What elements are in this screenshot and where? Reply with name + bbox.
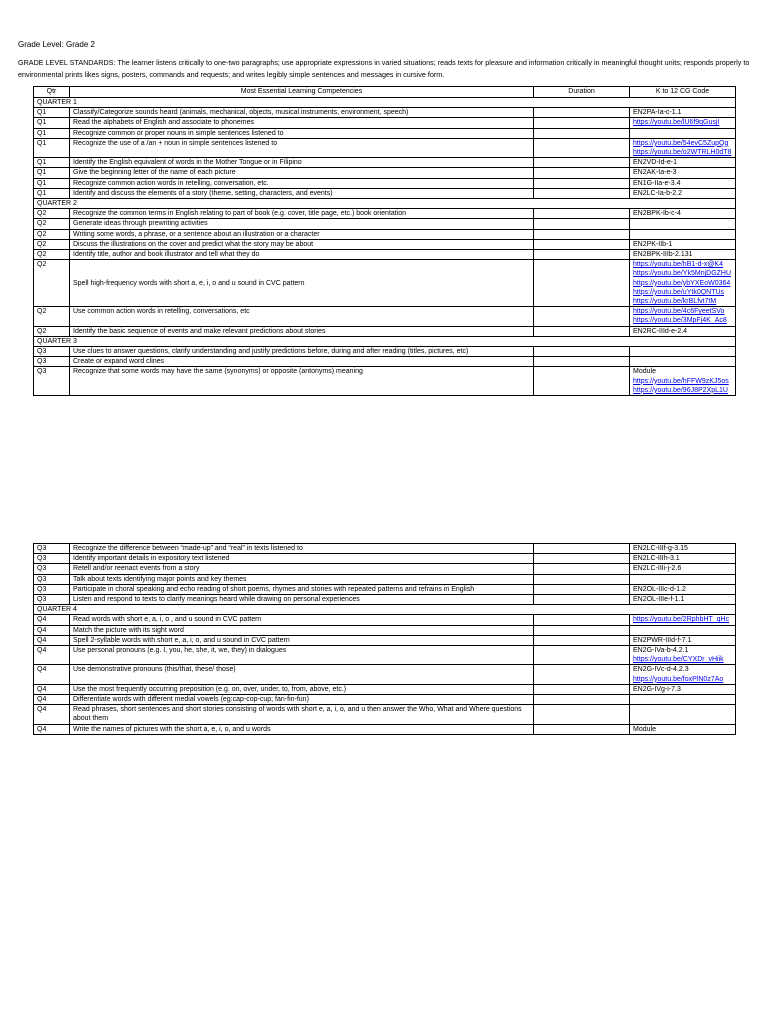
cg-code: EN2LC-Ia-b-2.2 [633, 189, 683, 197]
duration-cell [534, 367, 630, 396]
code-cell [630, 307, 736, 326]
quarter-cell: Q3 [34, 564, 70, 574]
competency-cell: Read phrases, short sentences and short stories consisting of words with short e, a, i, o, and u then answer the Who, What and Where questions about them [70, 705, 534, 724]
code-cell [630, 168, 736, 178]
duration-cell [534, 357, 630, 367]
duration-cell [534, 239, 630, 249]
duration-cell [534, 209, 630, 219]
table-row [34, 307, 736, 326]
duration-cell [534, 635, 630, 645]
quarter-cell: Q1 [34, 138, 70, 157]
table-row [34, 326, 736, 336]
competency-cell: Participate in choral speaking and echo reading of short poems, rhymes and stories with repeated patterns and refrains in English [70, 584, 534, 594]
code-cell [630, 178, 736, 188]
cg-code: EN2G-IVa-b-4.2.1 [633, 647, 689, 655]
video-link[interactable]: https://youtu.be/lU6f9qGusjI [633, 119, 720, 127]
duration-cell [534, 168, 630, 178]
quarter-cell: Q3 [34, 347, 70, 357]
quarter-cell: Q1 [34, 168, 70, 178]
duration-cell [534, 724, 630, 734]
table-row [34, 705, 736, 724]
code-cell [630, 625, 736, 635]
quarter-cell: Q3 [34, 544, 70, 554]
video-link[interactable]: https://youtu.be/3MpFj4K_Ac8 [633, 317, 727, 325]
competency-cell: Use the most frequently occurring preposition (e.g. on, over, under, to, from, above, etc.) [70, 684, 534, 694]
quarter-cell: Q2 [34, 326, 70, 336]
duration-cell [534, 615, 630, 625]
code-cell [630, 250, 736, 260]
competency-cell: Spell 2-syllable words with short e, a, i, o, and u sound in CVC pattern [70, 635, 534, 645]
competency-table-2 [33, 543, 736, 735]
cg-code: EN2BPK-IIIb-2.131 [633, 251, 693, 259]
quarter-cell: Q2 [34, 209, 70, 219]
competency-cell: Classify/Categorize sounds heard (animals, mechanical, objects, musical instruments, environment, speech) [70, 108, 534, 118]
video-link[interactable]: https://youtu.be/Yk5MnjDGZHU [633, 270, 732, 278]
code-cell [630, 128, 736, 138]
cg-code: EN2PK-IIb-1 [633, 240, 673, 248]
code-cell [630, 615, 736, 625]
duration-cell [534, 219, 630, 229]
quarter-section-row [34, 199, 736, 209]
col-competencies: Most Essential Learning Competencies [70, 87, 534, 98]
duration-cell [534, 260, 630, 307]
competency-cell: Retell and/or reenact events from a story [70, 564, 534, 574]
video-link[interactable]: https://youtu.be/hFFW9zKJ5os [633, 377, 729, 385]
duration-cell [534, 158, 630, 168]
quarter-cell: Q2 [34, 260, 70, 307]
quarter-cell: Q4 [34, 724, 70, 734]
table-row [34, 684, 736, 694]
code-cell [630, 118, 736, 128]
table-row [34, 554, 736, 564]
quarter-section-row [34, 98, 736, 108]
table-row [34, 646, 736, 665]
duration-cell [534, 564, 630, 574]
competency-cell: Recognize common action words in retelling, conversation, etc. [70, 178, 534, 188]
video-link[interactable]: https://youtu.be/krBLfvt7tM [633, 298, 717, 306]
duration-cell [534, 250, 630, 260]
table-row [34, 178, 736, 188]
quarter-cell: Q2 [34, 250, 70, 260]
table-row [34, 724, 736, 734]
duration-cell [534, 307, 630, 326]
duration-cell [534, 684, 630, 694]
code-cell [630, 188, 736, 198]
col-qtr: Qtr [34, 87, 70, 98]
code-cell [630, 347, 736, 357]
quarter-cell: Q4 [34, 646, 70, 665]
competency-cell: Listen and respond to texts to clarify meanings heard while drawing on personal experiences [70, 595, 534, 605]
video-link[interactable]: https://youtu.be/96J8P2XpL1U [633, 386, 728, 394]
duration-cell [534, 347, 630, 357]
quarter-heading: QUARTER 3 [34, 336, 736, 346]
quarter-cell: Q4 [34, 695, 70, 705]
code-cell [630, 158, 736, 168]
table-row [34, 665, 736, 684]
code-cell [630, 138, 736, 157]
code-cell [630, 635, 736, 645]
table-row [34, 347, 736, 357]
table-row [34, 564, 736, 574]
competency-cell: Read words with short e, a, i, o , and u sound in CVC pattern [70, 615, 534, 625]
cg-code: EN2PWR-IIId-f-7.1 [633, 636, 692, 644]
table-row [34, 574, 736, 584]
code-cell [630, 705, 736, 724]
video-link[interactable]: https://youtu.be/54evC5ZupQg [633, 139, 729, 147]
code-cell [630, 584, 736, 594]
quarter-cell: Q1 [34, 158, 70, 168]
duration-cell [534, 108, 630, 118]
duration-cell [534, 574, 630, 584]
table-row [34, 367, 736, 396]
competency-cell: Use demonstrative pronouns (this/that, these/ those) [70, 665, 534, 684]
code-cell [630, 646, 736, 665]
competency-cell: Recognize the common terms in English relating to part of book (e.g. cover, title page, etc.) book orientation [70, 209, 534, 219]
duration-cell [534, 695, 630, 705]
cg-code: EN2VD-Id-e-1 [633, 159, 677, 167]
code-cell [630, 326, 736, 336]
competency-cell: Identify the basic sequence of events and make relevant predictions about stories [70, 326, 534, 336]
duration-cell [534, 229, 630, 239]
cg-code: Module [633, 725, 656, 733]
table-row [34, 595, 736, 605]
code-cell [630, 219, 736, 229]
cg-code: EN2G-IVg-i-7.3 [633, 685, 681, 693]
quarter-cell: Q4 [34, 705, 70, 724]
quarter-cell: Q4 [34, 635, 70, 645]
code-cell [630, 239, 736, 249]
quarter-cell: Q3 [34, 367, 70, 396]
cg-code: EN2BPK-Ib-c-4 [633, 210, 681, 218]
duration-cell [534, 595, 630, 605]
competency-cell: Identify title, author and book illustrator and tell what they do [70, 250, 534, 260]
quarter-section-row [34, 336, 736, 346]
duration-cell [534, 178, 630, 188]
cg-code: EN2RC-IIId-e-2.4 [633, 327, 688, 335]
quarter-cell: Q2 [34, 307, 70, 326]
competency-cell: Discuss the illustrations on the cover and predict what the story may be about [70, 239, 534, 249]
quarter-cell: Q4 [34, 615, 70, 625]
quarter-cell: Q1 [34, 178, 70, 188]
table-row [34, 229, 736, 239]
competency-cell: Create or expand word clines [70, 357, 534, 367]
table-row [34, 128, 736, 138]
competency-cell: Recognize the difference between “made-up” and “real” in texts listened to [70, 544, 534, 554]
quarter-heading: QUARTER 4 [34, 605, 736, 615]
duration-cell [534, 128, 630, 138]
duration-cell [534, 705, 630, 724]
duration-cell [534, 625, 630, 635]
cg-code: EN2LC-IIIi-j-2.6 [633, 565, 682, 573]
quarter-heading: QUARTER 2 [34, 199, 736, 209]
duration-cell [534, 554, 630, 564]
quarter-cell: Q4 [34, 625, 70, 635]
quarter-cell: Q4 [34, 665, 70, 684]
table-row [34, 168, 736, 178]
standards-text: The learner listens critically to one-two paragraphs; use appropriate expressions in varied situations; reads texts for pleasure and information critically in meaningful thought units; responds properly to environmental prints likes signs, posters, commands and requests; and writes legibly simple sentences and messages in cursive form. [18, 58, 750, 79]
competency-cell: Spell high-frequency words with short a, e, i, o and u sound in CVC pattern [70, 260, 534, 307]
table-row [34, 695, 736, 705]
table-row [34, 357, 736, 367]
code-cell [630, 229, 736, 239]
table-row [34, 635, 736, 645]
quarter-cell: Q1 [34, 128, 70, 138]
quarter-cell: Q2 [34, 239, 70, 249]
quarter-cell: Q2 [34, 219, 70, 229]
competency-cell: Differentiate words with different medial vowels (eg:cap-cop-cup; fan-fin-fun) [70, 695, 534, 705]
table-row [34, 118, 736, 128]
video-link[interactable]: https://youtu.be/foxPlN0z7Ao [633, 675, 724, 683]
quarter-cell: Q1 [34, 118, 70, 128]
table-row [34, 260, 736, 307]
code-cell [630, 564, 736, 574]
table-row [34, 188, 736, 198]
competency-cell: Writing some words, a phrase, or a sentence about an illustration or a character [70, 229, 534, 239]
video-link[interactable]: https://youtu.be/4c6FyeetSVo [633, 308, 725, 316]
competency-cell: Recognize that some words may have the same (synonyms) or opposite (antonyms) meaning [70, 367, 534, 396]
competency-table-1 [33, 86, 736, 396]
col-code: K to 12 CG Code [630, 87, 736, 98]
video-link[interactable]: https://youtu.be/uYtk0QNTUs [633, 288, 725, 296]
cg-code: EN1G-IIa-e-3.4 [633, 179, 681, 187]
cg-code: EN2LC-IIIh-3.1 [633, 555, 680, 563]
table-row [34, 158, 736, 168]
competency-cell: Recognize the use of a /an + noun in simple sentences listened to [70, 138, 534, 157]
cg-code: EN2AK-Ia-e-3 [633, 169, 677, 177]
table-row [34, 239, 736, 249]
code-cell [630, 695, 736, 705]
table-row [34, 615, 736, 625]
code-cell [630, 554, 736, 564]
code-cell [630, 357, 736, 367]
competency-cell: Give the beginning letter of the name of each picture [70, 168, 534, 178]
competency-cell: Read the alphabets of English and associate to phonemes [70, 118, 534, 128]
cg-code: EN2OL-IIIc-d-1.2 [633, 585, 686, 593]
code-cell [630, 595, 736, 605]
code-cell [630, 544, 736, 554]
table-row [34, 138, 736, 157]
cg-code: EN2OL-IIIe-f-1.1 [633, 596, 685, 604]
quarter-section-row [34, 605, 736, 615]
code-cell [630, 665, 736, 684]
duration-cell [534, 544, 630, 554]
quarter-cell: Q3 [34, 554, 70, 564]
quarter-cell: Q3 [34, 595, 70, 605]
cg-code: EN2G-IVc-d-4.2.3 [633, 666, 689, 674]
table-row [34, 250, 736, 260]
competency-cell: Identify important details in expository text listened [70, 554, 534, 564]
duration-cell [534, 326, 630, 336]
table-row [34, 625, 736, 635]
code-cell [630, 209, 736, 219]
video-link[interactable]: https://youtu.be/CYXDr_vHiik [633, 656, 724, 664]
table-row [34, 544, 736, 554]
code-cell [630, 367, 736, 396]
cg-code: Module [633, 368, 656, 376]
code-cell [630, 724, 736, 734]
competency-cell: Use personal pronouns (e.g. I, you, he, she, it, we, they) in dialogues [70, 646, 534, 665]
quarter-cell: Q4 [34, 684, 70, 694]
table-header-row [34, 87, 736, 98]
standards-label: GRADE LEVEL STANDARDS: [18, 58, 116, 67]
quarter-cell: Q3 [34, 357, 70, 367]
video-link[interactable]: https://youtu.be/o2WTRLH0dT8 [633, 149, 732, 157]
duration-cell [534, 118, 630, 128]
code-cell [630, 684, 736, 694]
col-duration: Duration [534, 87, 630, 98]
code-cell [630, 574, 736, 584]
quarter-cell: Q2 [34, 229, 70, 239]
code-cell [630, 108, 736, 118]
grade-level-standards [18, 57, 753, 80]
competency-cell: Recognize common or proper nouns in simple sentences listened to [70, 128, 534, 138]
video-link[interactable]: https://youtu.be/2RphbHT_qHc [633, 616, 730, 624]
table-row [34, 219, 736, 229]
quarter-cell: Q1 [34, 108, 70, 118]
duration-cell [534, 138, 630, 157]
competency-cell: Use common action words in retelling, conversations, etc [70, 307, 534, 326]
duration-cell [534, 665, 630, 684]
competency-cell: Match the picture with its sight word [70, 625, 534, 635]
quarter-cell: Q3 [34, 584, 70, 594]
grade-level: Grade Level: Grade 2 [18, 40, 95, 49]
duration-cell [534, 646, 630, 665]
quarter-heading: QUARTER 1 [34, 98, 736, 108]
quarter-cell: Q3 [34, 574, 70, 584]
table-row [34, 584, 736, 594]
competency-cell: Identify the English equivalent of words in the Mother Tongue or in Filipino [70, 158, 534, 168]
competency-cell: Write the names of pictures with the short a, e, i, o, and u words [70, 724, 534, 734]
competency-cell: Use clues to answer questions, clarify understanding and justify predictions before, during and after reading (titles, pictures, etc) [70, 347, 534, 357]
video-link[interactable]: https://youtu.be/ybYXEoW0364 [633, 279, 731, 287]
competency-cell: Talk about texts identifying major points and key themes [70, 574, 534, 584]
table-row [34, 108, 736, 118]
competency-cell: Identify and discuss the elements of a story (theme, setting, characters, and events) [70, 188, 534, 198]
competency-cell: Generate ideas through prewriting activities [70, 219, 534, 229]
code-cell [630, 260, 736, 307]
table-row [34, 209, 736, 219]
quarter-cell: Q1 [34, 188, 70, 198]
duration-cell [534, 188, 630, 198]
video-link[interactable]: https://youtu.be/hB1-d-x@K4 [633, 261, 723, 269]
duration-cell [534, 584, 630, 594]
cg-code: EN2LC-IIIf-g-3.15 [633, 545, 688, 552]
cg-code: EN2PA-Ia-c-1.1 [633, 109, 682, 117]
